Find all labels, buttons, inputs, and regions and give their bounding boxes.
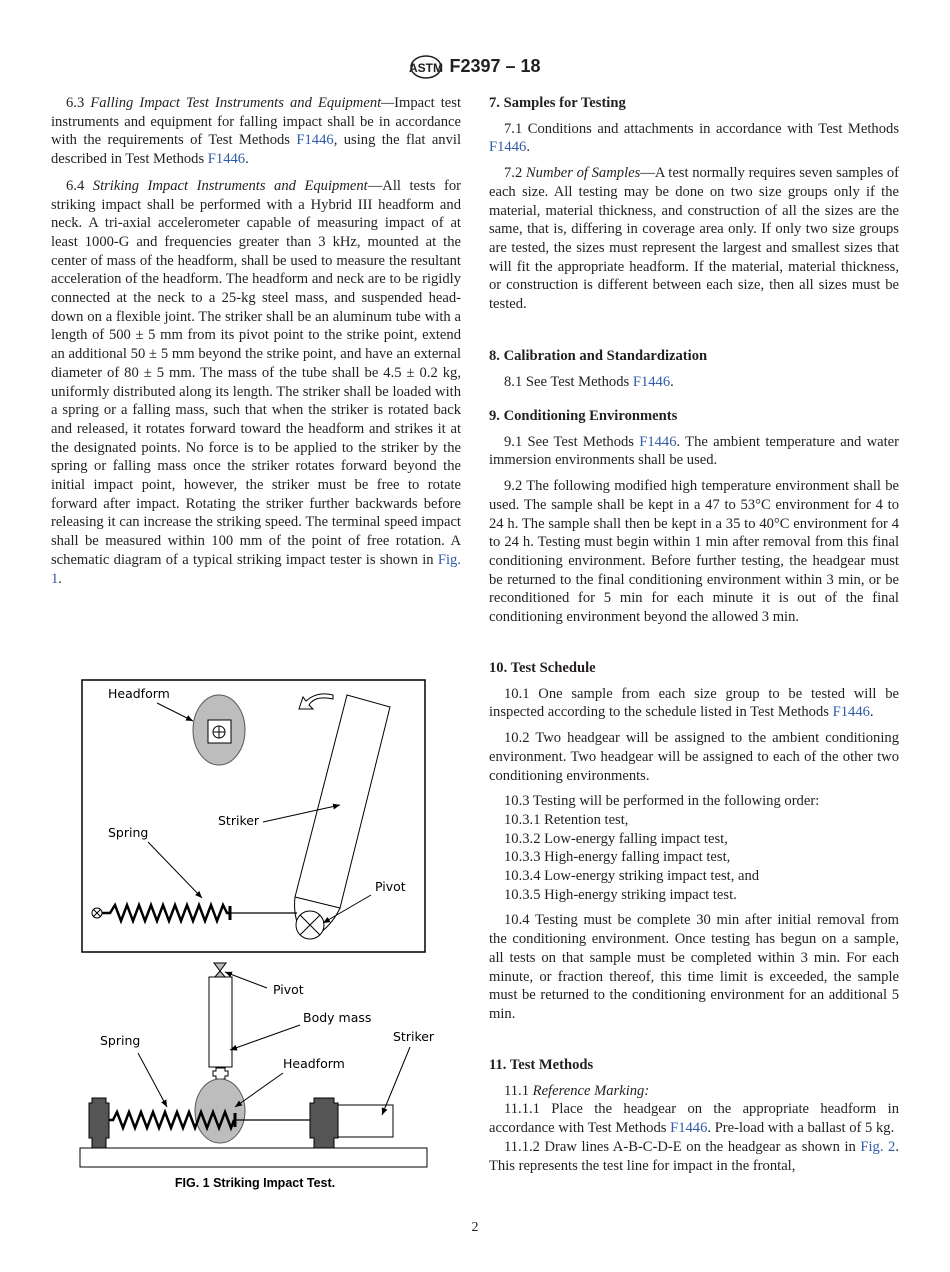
paragraph	[489, 729, 899, 785]
text: .	[670, 373, 674, 390]
text: 10.3.3 High-energy falling impact test,	[504, 849, 731, 866]
text: 6.3	[66, 95, 91, 111]
text: —A test normally requires seven samples of each size. All testing may be done on two size groups only if the material, material thickness, and construction of all the sizes are the same, that is, differing in coverage area only. If only two size groups are tested, the sizes must represent the largest and smallest sizes that will fit the appropriate headform. If the material, material thickness, or construction is different between each size, then all sizes must be tested.	[489, 165, 899, 313]
text: 10.2 Two headgear will be assigned to the ambient conditioning environment. Two headgear will be assigned to each of the other two conditioning environments.	[489, 730, 899, 784]
paragraph	[51, 177, 461, 588]
section-heading: 7. Samples for Testing	[489, 95, 626, 111]
reference-link[interactable]: Fig. 2	[860, 1138, 896, 1155]
text: 10.3.1 Retention test,	[504, 811, 629, 828]
italic-title: Reference Marking:	[532, 1082, 650, 1099]
reference-link[interactable]: F1446	[639, 433, 677, 450]
paragraph	[489, 867, 899, 886]
reference-link[interactable]: F1446	[670, 1120, 708, 1137]
paragraph	[489, 830, 899, 849]
body-mass-shape	[209, 977, 232, 1067]
page-number: 2	[471, 1220, 479, 1235]
reference-link[interactable]: Fig. 1	[51, 551, 461, 587]
italic-title: Number of Samples	[525, 165, 641, 182]
text: . Pre-load with a ballast of 5 kg.	[707, 1120, 895, 1137]
section-10	[489, 659, 899, 1031]
text: . The ambient temperature and water immersion environments shall be used.	[489, 433, 899, 469]
text: 10.3.2 Low-energy falling impact test,	[504, 830, 728, 847]
italic-title: Falling Impact Test Instruments and Equipment—	[90, 95, 395, 111]
label-body-mass: Body mass	[303, 1010, 372, 1025]
figure-1-striking-impact-test	[75, 675, 435, 1200]
paragraph	[489, 886, 899, 905]
text: .	[869, 704, 874, 721]
reference-link[interactable]: F1446	[632, 373, 671, 390]
paragraph	[489, 373, 899, 392]
text: 11.1.2 Draw lines A-B-C-D-E on the headgear as shown in	[504, 1138, 861, 1155]
reference-link[interactable]: F1446	[207, 151, 246, 168]
label-striker: Striker	[393, 1029, 435, 1044]
paragraph	[489, 120, 899, 157]
top-diagram	[82, 680, 425, 952]
label-headform: Headform	[283, 1056, 345, 1071]
section-heading: 9. Conditioning Environments	[489, 408, 678, 424]
paragraph	[489, 433, 899, 470]
striker-shape	[338, 1105, 393, 1137]
label-pivot: Pivot	[375, 879, 406, 894]
paragraph	[489, 1138, 899, 1175]
astm-logo-icon	[409, 54, 443, 80]
text: 10.4 Testing must be complete 30 min after initial removal from the conditioning environment. Once testing has begun on a sample, all tests on that sample must be completed within 3 min. For each minute, or fraction thereof, this time limit is exceeded, the sample must be returned to the conditioning environment for an additional 5 min.	[489, 912, 899, 1022]
text: —All tests for striking impact shall be performed with a Hybrid III headform and neck. A tri-axial accelerometer capable of measuring impact of at least 1000-G and frequencies greater than 3 kHz, mounted at the center of mass of the headform, shall be used to measure the resultant acceleration of the headform. The headform and neck are to be rigidly connected at the neck to a 25-kg steel mass, and suspended head-down on a flexible joint. The striker shall be an aluminum tube with a length of 500 ± 5 mm from its pivot point to the strike point, extend an additional 50 ± 5 mm beyond the strike point, and have an external diameter of 80 ± 5 mm. The mass of the tube shall be 4.5 ± 0.2 kg, uniformly distributed along its length. The striker shall be loaded with a spring or a falling mass, such that when the striker is rotated back and released, it rotates forward toward the headform and strikes it at the designated points. No force is to be applied to the striker by the spring or falling mass once the striker rotates forward beyond the initial impact point, however, the striker must be free to rotate forward after impact. Rotating the striker further backwards before releasing it can increase the striking speed. The terminal speed impact shall be measured within 100 mm of the point of free rotation. A schematic diagram of a typical striking impact tester is shown in	[51, 177, 461, 568]
paragraph	[489, 792, 899, 811]
paragraph	[489, 911, 899, 1023]
text: 11.1.1 Place the headgear on the appropriate headform in accordance with Test Methods	[489, 1101, 899, 1137]
paragraph	[489, 477, 899, 627]
left-column-text	[51, 94, 461, 588]
text: .	[58, 570, 62, 587]
text: 10.1 One sample from each size group to be tested will be inspected according to the schedule listed in Test Methods	[489, 685, 899, 721]
text: 10.3.5 High-energy striking impact test.	[504, 886, 737, 903]
figure-caption: FIG. 1 Striking Impact Test.	[174, 1176, 336, 1190]
reference-link[interactable]: F1446	[832, 704, 870, 721]
paragraph	[51, 94, 461, 169]
text: 9.2 The following modified high temperature environment shall be used. The sample shall be kept in a 47 to 53°C environment for 4 to 24 h. The sample shall then be kept in a 35 to 40°C environment for 4 to 24 h. Testing must begin within 1 min after removal from this final conditioning environment. Before further testing, the headgear must be returned to the final conditioning environment within 3 min, or be reconditioned for 5 min for each minute it is out of the final conditioning environment beyond the allowed 3 min.	[489, 478, 899, 626]
bottom-diagram	[80, 963, 435, 1167]
section-heading: 10. Test Schedule	[489, 660, 596, 676]
paragraph	[489, 685, 899, 722]
paragraph	[489, 848, 899, 867]
label-spring: Spring	[108, 825, 149, 840]
text: 6.4	[66, 177, 93, 194]
text: , using the flat anvil described in Test Methods	[51, 132, 461, 168]
pivot-icon	[214, 963, 226, 978]
label-pivot: Pivot	[273, 982, 304, 997]
section-heading: 11. Test Methods	[489, 1057, 594, 1073]
section-heading: 8. Calibration and Standardization	[489, 348, 708, 364]
section-9	[489, 407, 899, 634]
text: 8.1 See Test Methods	[504, 373, 633, 390]
paragraph	[489, 1082, 899, 1101]
paragraph	[489, 164, 899, 314]
text: .	[526, 139, 530, 156]
label-striker: Striker	[218, 813, 260, 828]
text: 10.3 Testing will be performed in the following order:	[504, 793, 820, 810]
text: 7.2	[504, 165, 526, 182]
italic-title: Striking Impact Instruments and Equipment	[92, 177, 368, 194]
text: Impact test instruments and equipment for falling impact shall be in accordance with the requirements of Test Methods	[51, 95, 462, 149]
paragraph	[489, 1100, 899, 1137]
label-headform: Headform	[108, 686, 170, 701]
section-8	[489, 347, 899, 398]
text: 9.1 See Test Methods	[504, 433, 640, 450]
text: 11.1	[504, 1082, 533, 1099]
label-spring: Spring	[100, 1033, 141, 1048]
text: .	[245, 151, 249, 168]
page-header	[0, 54, 950, 80]
text: . This represents the test line for impact in the frontal,	[489, 1138, 900, 1174]
reference-link[interactable]: F1446	[296, 132, 334, 149]
text: 10.3.4 Low-energy striking impact test, and	[504, 868, 760, 885]
text: 7.1 Conditions and attachments in accordance with Test Methods	[504, 120, 899, 137]
paragraph	[489, 811, 899, 830]
headform-shape	[195, 1079, 245, 1143]
document-designation: F2397 – 18	[449, 55, 541, 76]
reference-link[interactable]: F1446	[489, 139, 527, 156]
svg-text:ASTM: ASTM	[409, 61, 444, 75]
section-7	[489, 94, 899, 321]
section-11	[489, 1056, 899, 1182]
